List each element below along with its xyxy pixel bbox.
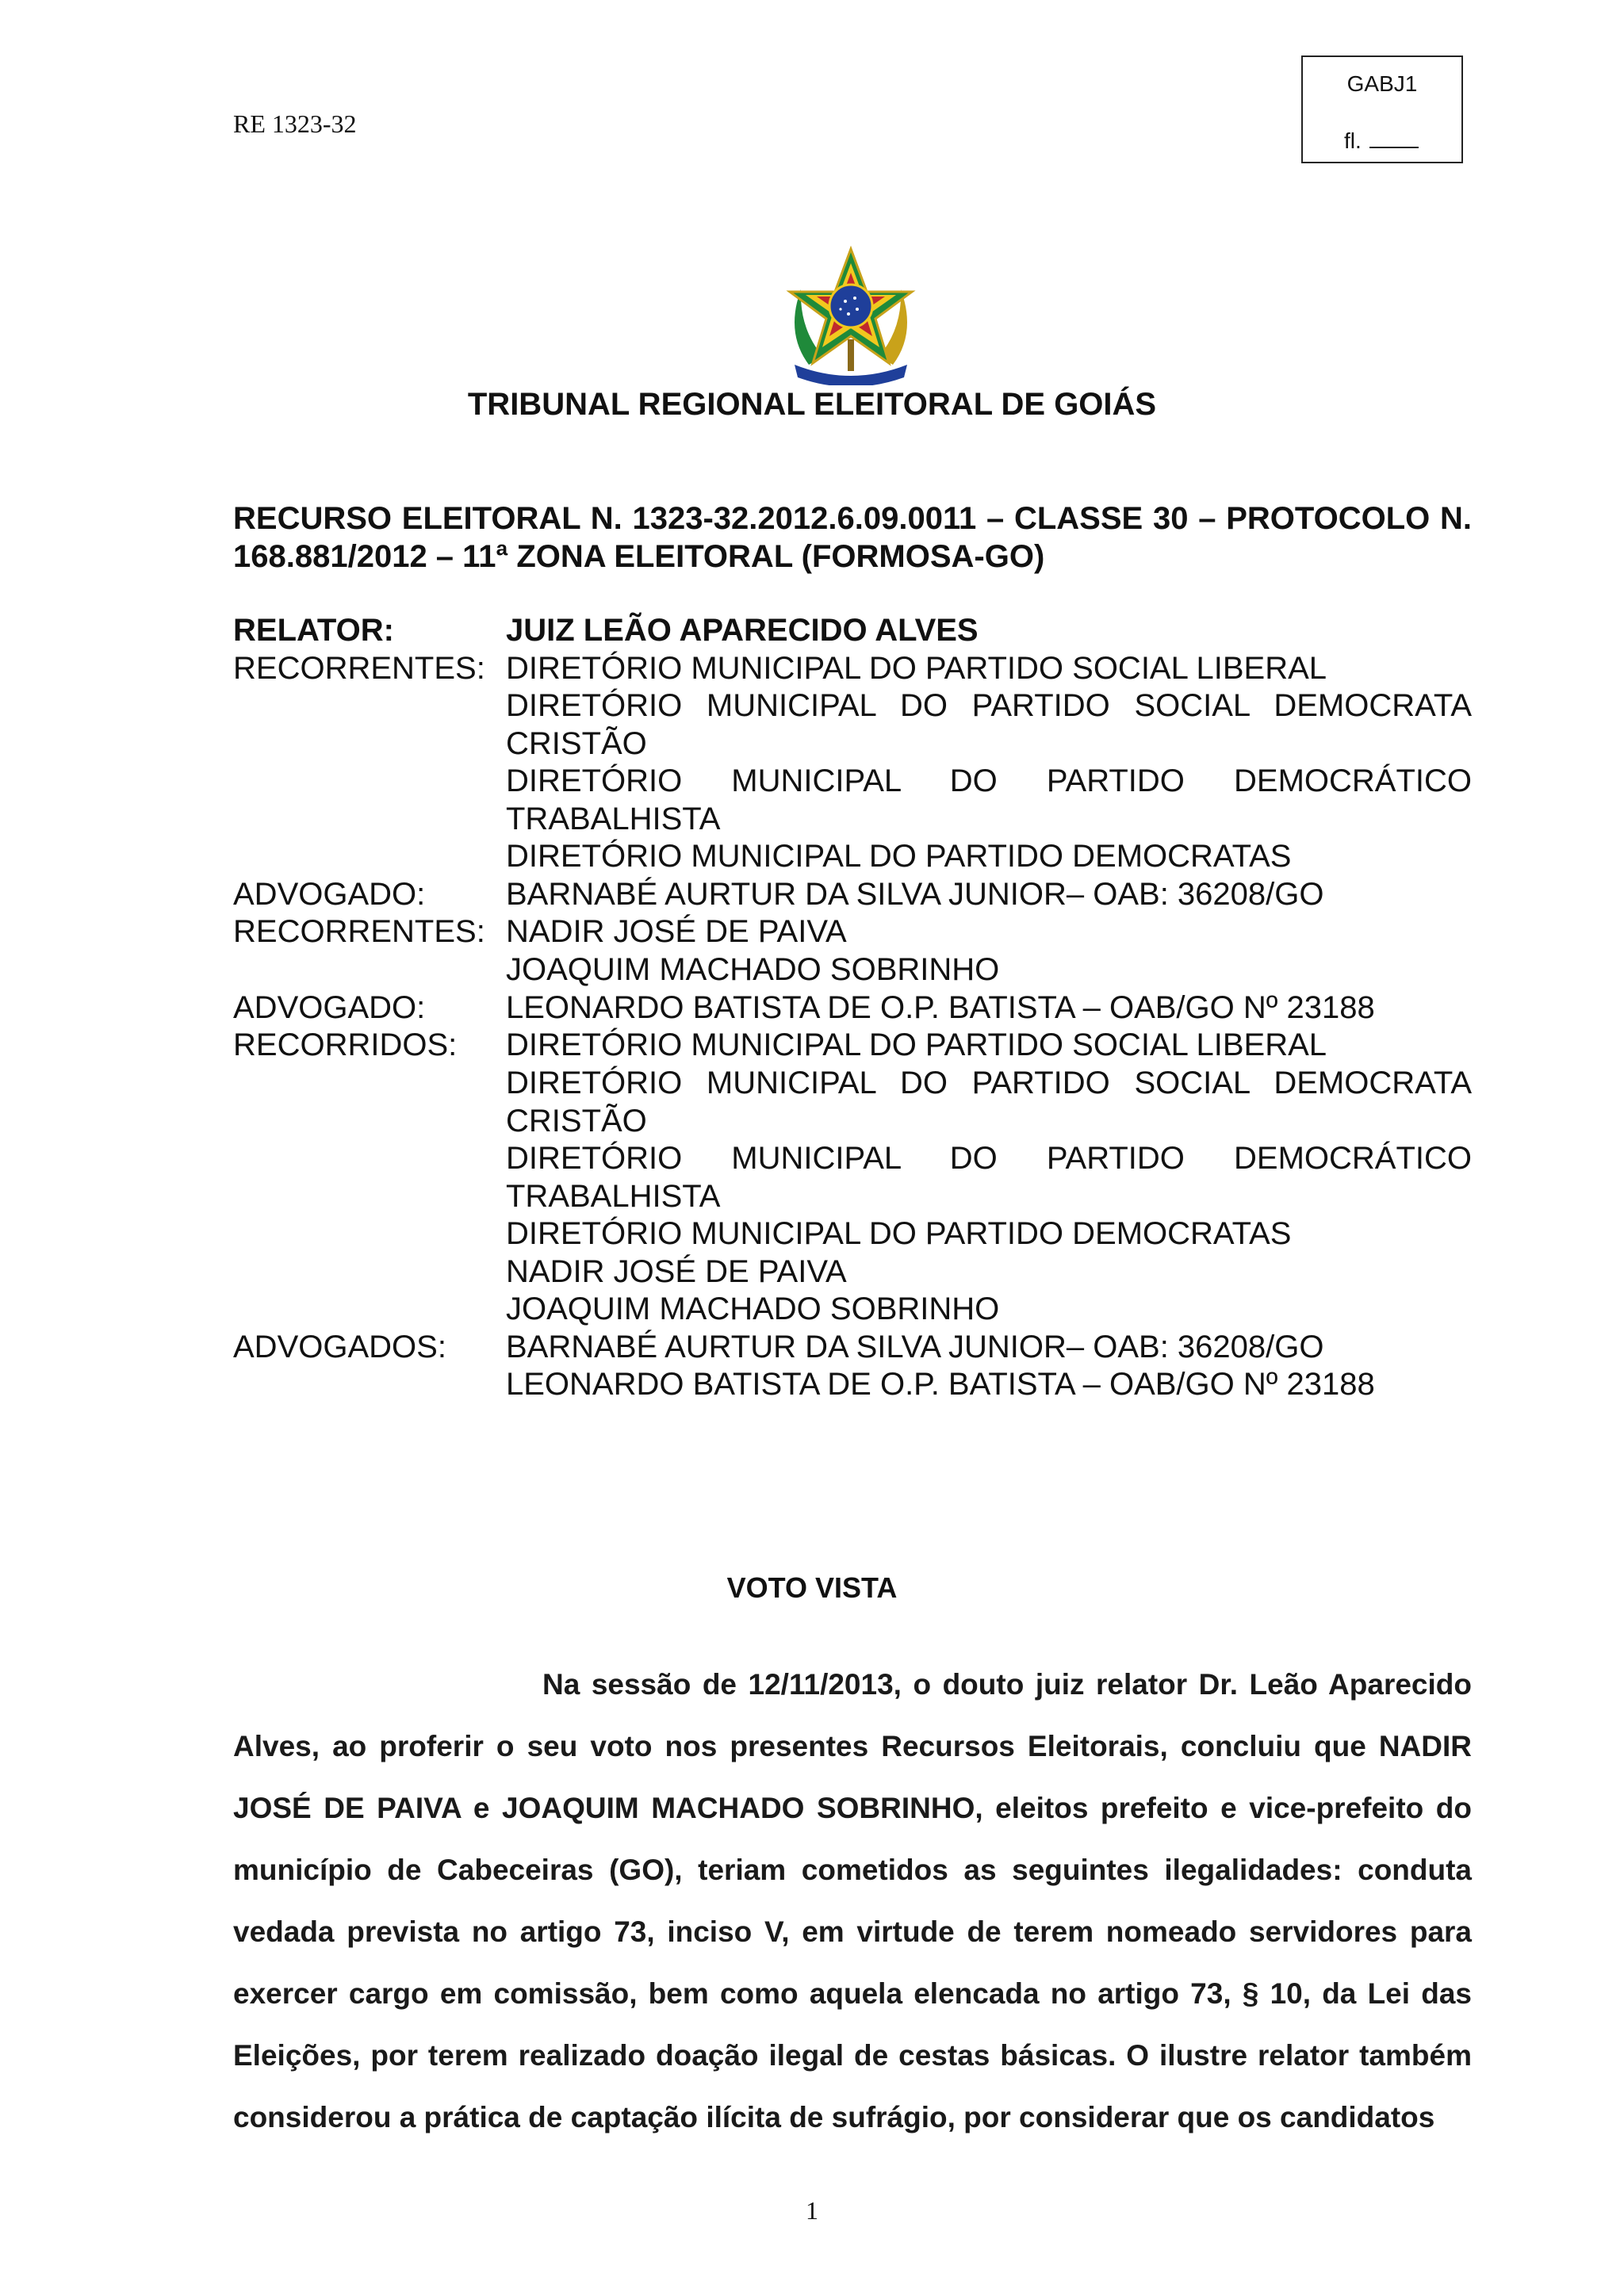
party-value: BARNABÉ AURTUR DA SILVA JUNIOR– OAB: 36208/GO	[506, 1330, 1324, 1364]
stamp-office: GABJ1	[1346, 71, 1418, 96]
party-value: NADIR JOSÉ DE PAIVA	[506, 914, 847, 949]
stamp-folio-blank	[1369, 129, 1419, 148]
stamp-folio-label: fl.	[1344, 128, 1362, 153]
section-title: VOTO VISTA	[726, 1571, 898, 1604]
party-value: DIRETÓRIO MUNICIPAL DO PARTIDO DEMOCRATAS	[506, 1216, 1292, 1251]
party-value: JOAQUIM MACHADO SOBRINHO	[506, 1292, 1000, 1326]
party-label: RECORRENTES:	[233, 651, 485, 686]
page-number: 1	[806, 2196, 818, 2225]
party-label: ADVOGADOS:	[233, 1330, 446, 1364]
party-label: RECORRIDOS:	[233, 1027, 458, 1062]
party-value: DIRETÓRIO MUNICIPAL DO PARTIDO DEMOCRATAS	[506, 839, 1292, 874]
party-value: JUIZ LEÃO APARECIDO ALVES	[506, 613, 979, 648]
party-value: DIRETÓRIO MUNICIPAL DO PARTIDO DEMOCRÁTICO TRABALHISTA	[506, 763, 1472, 836]
party-label: ADVOGADO:	[233, 990, 426, 1025]
party-value: LEONARDO BATISTA DE O.P. BATISTA – OAB/GO Nº 23188	[506, 990, 1375, 1025]
coat-of-arms-emblem	[777, 246, 925, 385]
party-value: DIRETÓRIO MUNICIPAL DO PARTIDO SOCIAL DEMOCRATA CRISTÃO	[506, 688, 1472, 761]
party-label: ADVOGADO:	[233, 877, 426, 912]
body-paragraph: Na sessão de 12/11/2013, o douto juiz relator Dr. Leão Aparecido Alves, ao proferir o seu voto nos presentes Recursos Eleitorais, concluiu que NADIR JOSÉ DE PAIVA e JOAQUIM MACHADO SOBRINHO, eleitos prefeito e vice-prefeito do município de Cabeceiras (GO), teriam cometidos as seguintes ilegalidades: conduta vedada prevista no artigo 73, inciso V, em virtude de terem nomeado servidores para exercer cargo em comissão, bem como aquela elencada no artigo 73, § 10, da Lei das Eleições, por terem realizado doação ilegal de cestas básicas. O ilustre relator também considerou a prática de captação ilícita de sufrágio, por considerar que os candidatos	[233, 1668, 1472, 2133]
stamp-folio	[1344, 128, 1419, 154]
case-reference: RE 1323-32	[233, 109, 357, 138]
party-value: DIRETÓRIO MUNICIPAL DO PARTIDO DEMOCRÁTICO TRABALHISTA	[506, 1141, 1472, 1214]
page-stamp-box	[1301, 55, 1463, 163]
party-value: BARNABÉ AURTUR DA SILVA JUNIOR– OAB: 36208/GO	[506, 877, 1324, 912]
party-value: DIRETÓRIO MUNICIPAL DO PARTIDO SOCIAL LIBERAL	[506, 651, 1327, 686]
party-label: RELATOR:	[233, 613, 394, 648]
party-label: RECORRENTES:	[233, 914, 485, 949]
party-value: NADIR JOSÉ DE PAIVA	[506, 1254, 847, 1289]
court-name: TRIBUNAL REGIONAL ELEITORAL DE GOIÁS	[467, 387, 1157, 422]
party-value: JOAQUIM MACHADO SOBRINHO	[506, 952, 1000, 987]
case-heading: RECURSO ELEITORAL N. 1323-32.2012.6.09.0011 – CLASSE 30 – PROTOCOLO N. 168.881/2012 – 11ª ZONA ELEITORAL (FORMOSA-GO)	[233, 501, 1472, 574]
party-value: LEONARDO BATISTA DE O.P. BATISTA – OAB/GO Nº 23188	[506, 1367, 1375, 1402]
party-value: DIRETÓRIO MUNICIPAL DO PARTIDO SOCIAL DEMOCRATA CRISTÃO	[506, 1066, 1472, 1138]
party-value: DIRETÓRIO MUNICIPAL DO PARTIDO SOCIAL LIBERAL	[506, 1027, 1327, 1062]
